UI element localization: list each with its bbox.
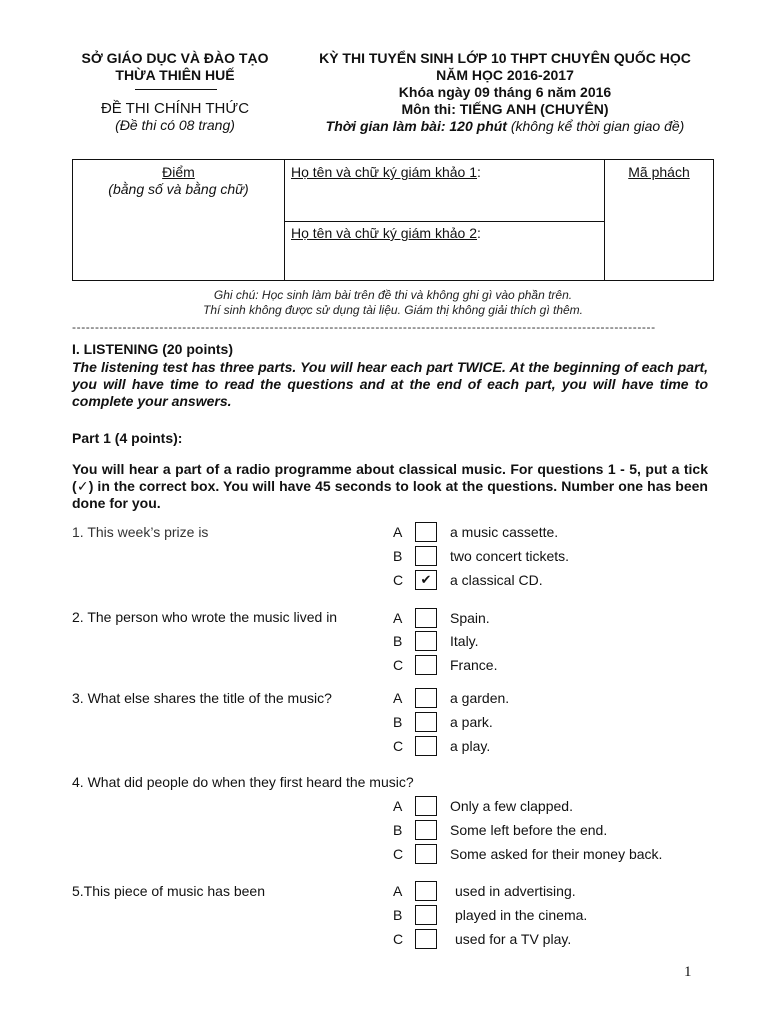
answer-checkbox[interactable] xyxy=(415,881,437,901)
part-instructions: You will hear a part of a radio programme about classical music. For questions 1 - 5, put a tick (✓) in the correct box. You will have 45 seconds to look at the questions. Number one has been done for you. xyxy=(72,461,708,511)
option-letter: C xyxy=(393,738,404,754)
option-letter: C xyxy=(393,572,404,588)
option-letter: A xyxy=(393,798,403,814)
header-underline xyxy=(135,89,217,90)
option-letter: B xyxy=(393,822,403,838)
duration-label: Thời gian làm bài: 120 phút xyxy=(325,118,507,134)
answer-checkbox[interactable] xyxy=(415,929,437,949)
answer-checkbox[interactable] xyxy=(415,655,437,675)
answer-checkbox[interactable] xyxy=(415,712,437,732)
score-sublabel: (bằng số và bằng chữ) xyxy=(108,181,249,197)
option-text: played in the cinema. xyxy=(455,907,588,923)
option-letter: B xyxy=(393,714,403,730)
examiner1-colon: : xyxy=(477,164,481,180)
duration-note: (không kể thời gian giao đề) xyxy=(506,118,685,134)
option-text: a play. xyxy=(450,738,491,754)
option-letter: B xyxy=(393,907,403,923)
answer-checkbox[interactable] xyxy=(415,905,437,925)
section-title: I. LISTENING (20 points) xyxy=(72,341,234,357)
answer-checkbox[interactable] xyxy=(415,608,437,628)
examiner2-label: Họ tên và chữ ký giám khảo 2 xyxy=(291,225,478,241)
department-header xyxy=(60,50,290,134)
cut-line: ------------------------------------------------------------------------------------------------------------------------------- xyxy=(72,320,656,334)
score-table xyxy=(72,159,714,281)
option-text: France. xyxy=(450,657,498,673)
note-line: Ghi chú: Học sinh làm bài trên đề thi và không ghi gì vào phần trên. xyxy=(213,288,573,302)
answer-checkbox[interactable] xyxy=(415,820,437,840)
question-3: 3. What else shares the title of the music? xyxy=(72,690,332,706)
table-divider xyxy=(284,221,604,222)
exam-subject: Môn thi: TIẾNG ANH (CHUYÊN) xyxy=(401,101,609,117)
question-5: 5.This piece of music has been xyxy=(72,883,265,899)
option-text: a park. xyxy=(450,714,493,730)
option-letter: A xyxy=(393,524,403,540)
option-letter: C xyxy=(393,657,404,673)
answer-checkbox[interactable] xyxy=(415,844,437,864)
score-label: Điểm xyxy=(162,164,195,180)
exam-header xyxy=(292,50,718,135)
question-1: 1. This week’s prize is xyxy=(72,524,209,540)
exam-date: Khóa ngày 09 tháng 6 năm 2016 xyxy=(398,84,612,100)
option-letter: B xyxy=(393,633,403,649)
note-line: Thí sinh không được sử dụng tài liệu. Giám thị không giải thích gì thêm. xyxy=(203,303,583,317)
page-number: 1 xyxy=(684,964,692,980)
province-name: THỪA THIÊN HUẾ xyxy=(115,67,235,83)
option-text: Some left before the end. xyxy=(450,822,608,838)
answer-checkbox[interactable]: ✔ xyxy=(415,570,437,590)
code-label: Mã phách xyxy=(628,164,690,180)
department-name: SỞ GIÁO DỤC VÀ ĐÀO TẠO xyxy=(81,50,269,66)
option-letter: C xyxy=(393,846,404,862)
part-title: Part 1 (4 points): xyxy=(72,430,183,446)
option-letter: A xyxy=(393,610,403,626)
answer-checkbox[interactable] xyxy=(415,736,437,756)
examiner1-label: Họ tên và chữ ký giám khảo 1 xyxy=(291,164,478,180)
examiner2-cell[interactable] xyxy=(291,225,481,242)
option-letter: B xyxy=(393,548,403,564)
answer-checkbox[interactable] xyxy=(415,522,437,542)
option-text: a music cassette. xyxy=(450,524,559,540)
option-text: Only a few clapped. xyxy=(450,798,573,814)
answer-checkbox[interactable] xyxy=(415,631,437,651)
option-letter: C xyxy=(393,931,404,947)
option-text: Spain. xyxy=(450,610,490,626)
option-text: used for a TV play. xyxy=(455,931,572,947)
option-letter: A xyxy=(393,690,403,706)
option-text: a garden. xyxy=(450,690,510,706)
official-exam-label: ĐỀ THI CHÍNH THỨC xyxy=(100,100,250,117)
option-text: two concert tickets. xyxy=(450,548,570,564)
option-letter: A xyxy=(393,883,403,899)
score-cell[interactable] xyxy=(73,164,284,198)
option-text: used in advertising. xyxy=(455,883,576,899)
exam-duration xyxy=(292,118,718,135)
exam-note xyxy=(72,288,714,318)
examiner2-colon: : xyxy=(477,225,481,241)
question-4: 4. What did people do when they first heard the music? xyxy=(72,774,414,790)
answer-checkbox[interactable] xyxy=(415,546,437,566)
section-instructions: The listening test has three parts. You will hear each part TWICE. At the beginning of each part, you will have time to read the questions and at the end of each part, you will have time to complete your answers. xyxy=(72,359,708,409)
examiner1-cell[interactable] xyxy=(291,164,481,181)
code-cell[interactable] xyxy=(604,164,714,181)
page-count-note: (Đề thi có 08 trang) xyxy=(115,117,235,133)
table-divider xyxy=(284,160,285,280)
option-text: Some asked for their money back. xyxy=(450,846,663,862)
answer-checkbox[interactable] xyxy=(415,796,437,816)
answer-checkbox[interactable] xyxy=(415,688,437,708)
option-text: Italy. xyxy=(450,633,479,649)
question-2: 2. The person who wrote the music lived in xyxy=(72,609,338,625)
exam-title: KỲ THI TUYỂN SINH LỚP 10 THPT CHUYÊN QUỐC HỌC xyxy=(319,50,691,66)
school-year: NĂM HỌC 2016-2017 xyxy=(436,67,574,83)
option-text: a classical CD. xyxy=(450,572,543,588)
